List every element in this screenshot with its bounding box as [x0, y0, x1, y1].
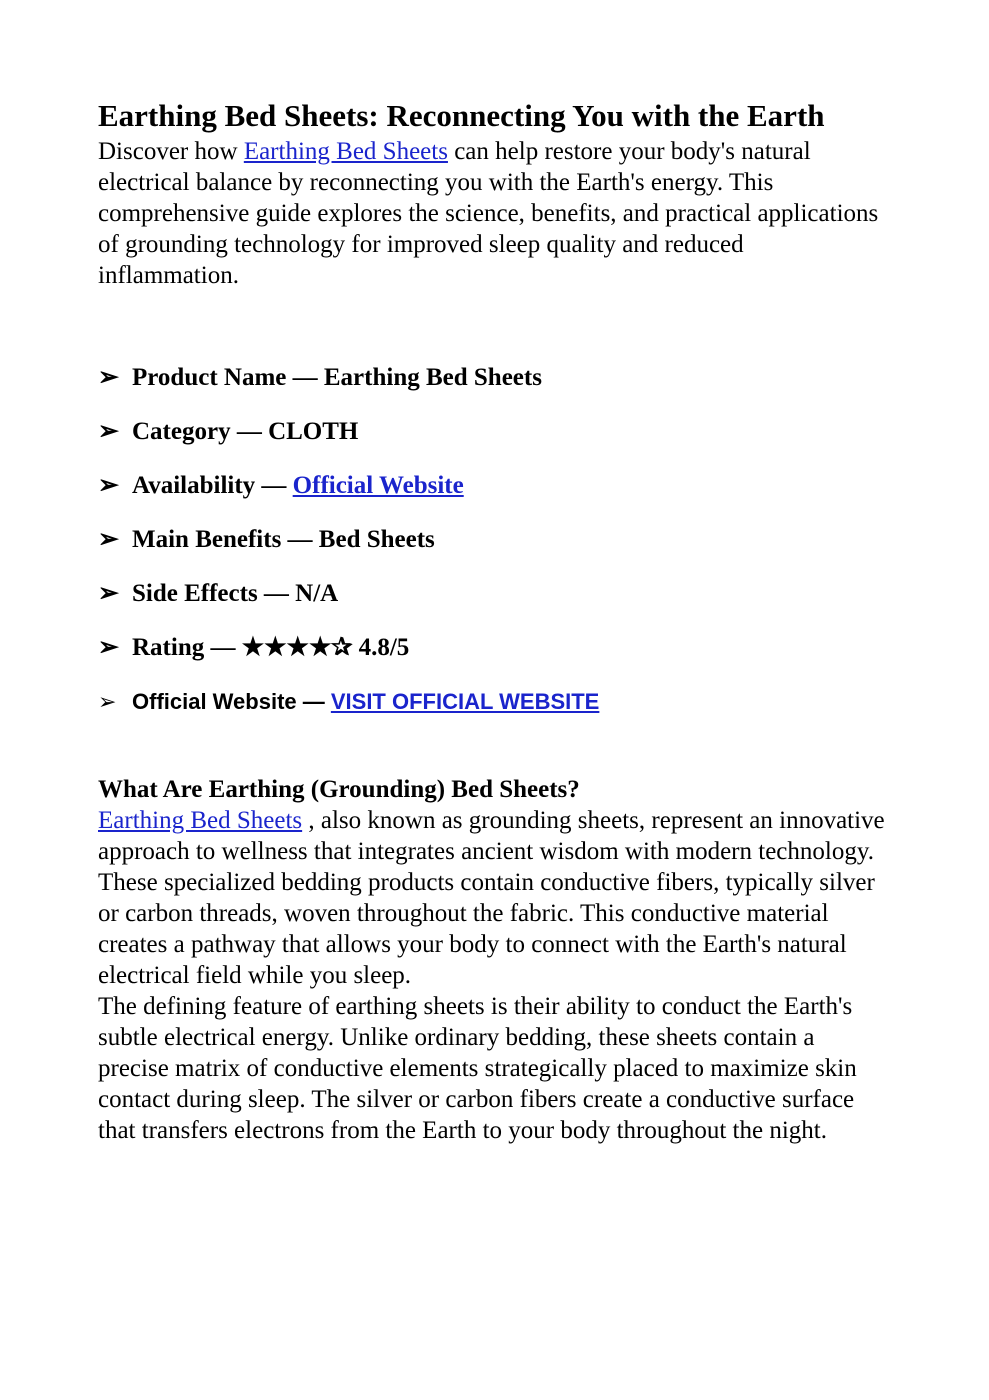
product-facts-list	[98, 363, 888, 717]
fact-label: Category —	[132, 418, 269, 445]
intro-paragraph	[98, 136, 888, 291]
arrow-bullet-icon: ➢	[98, 634, 119, 661]
fact-side-effects	[98, 579, 888, 609]
section-earthing-link[interactable]: Earthing Bed Sheets	[98, 807, 303, 834]
fact-availability	[98, 471, 888, 501]
fact-label: Availability —	[132, 472, 293, 499]
arrow-bullet-icon: ➢	[98, 472, 119, 499]
fact-category	[98, 417, 888, 447]
arrow-bullet-icon: ➢	[98, 418, 119, 445]
arrow-bullet-icon: ➢	[98, 526, 119, 553]
arrow-bullet-icon: ➢	[98, 580, 119, 607]
rating-value: 4.8/5	[358, 634, 410, 661]
arrow-bullet-icon: ➢	[98, 364, 119, 391]
rating-stars-icon: ★★★★✰	[241, 634, 353, 661]
section-heading: What Are Earthing (Grounding) Bed Sheets?	[98, 776, 580, 803]
fact-value: CLOTH	[268, 418, 359, 445]
section-p1-text: , also known as grounding sheets, represent an innovative approach to wellness that integrates ancient wisdom with modern technology. These specialized bedding products contain conductive fibers, typically silver or carbon threads, woven throughout the fabric. This conductive material creates a pathway that allows your body to connect with the Earth's natural electrical field while you sleep.	[98, 807, 885, 989]
fact-product-name	[98, 363, 888, 393]
section-paragraph-1	[98, 805, 888, 991]
intro-text-before: Discover how	[98, 138, 244, 165]
official-website-link[interactable]: Official Website	[292, 472, 464, 499]
visit-official-website-link[interactable]: VISIT OFFICIAL WEBSITE	[330, 689, 600, 714]
fact-value: N/A	[295, 580, 339, 607]
fact-label: Product Name —	[132, 364, 324, 391]
document-page	[98, 96, 888, 1146]
fact-value: Earthing Bed Sheets	[323, 364, 542, 391]
fact-label: Main Benefits —	[132, 526, 319, 553]
intro-text-after: can help restore your body's natural electrical balance by reconnecting you with the Earth's energy. This comprehensive guide explores the science, benefits, and practical applications of grounding technology for improved sleep quality and reduced inflammation.	[98, 138, 879, 289]
intro-earthing-link[interactable]: Earthing Bed Sheets	[243, 138, 448, 165]
fact-official-website	[98, 687, 888, 717]
arrow-bullet-icon: ➢	[98, 689, 117, 714]
section-paragraph-2: The defining feature of earthing sheets is their ability to conduct the Earth's subtle electrical energy. Unlike ordinary bedding, these sheets contain a precise matrix of conductive elements strategically placed to maximize skin contact during sleep. The silver or carbon fibers create a conductive surface that transfers electrons from the Earth to your body throughout the night.	[98, 993, 857, 1144]
fact-value: Bed Sheets	[318, 526, 435, 553]
fact-label: Side Effects —	[132, 580, 296, 607]
page-title: Earthing Bed Sheets: Reconnecting You with the Earth	[98, 98, 825, 133]
fact-label: Official Website —	[132, 689, 331, 714]
fact-rating	[98, 633, 888, 663]
fact-label: Rating —	[132, 634, 242, 661]
fact-main-benefits	[98, 525, 888, 555]
